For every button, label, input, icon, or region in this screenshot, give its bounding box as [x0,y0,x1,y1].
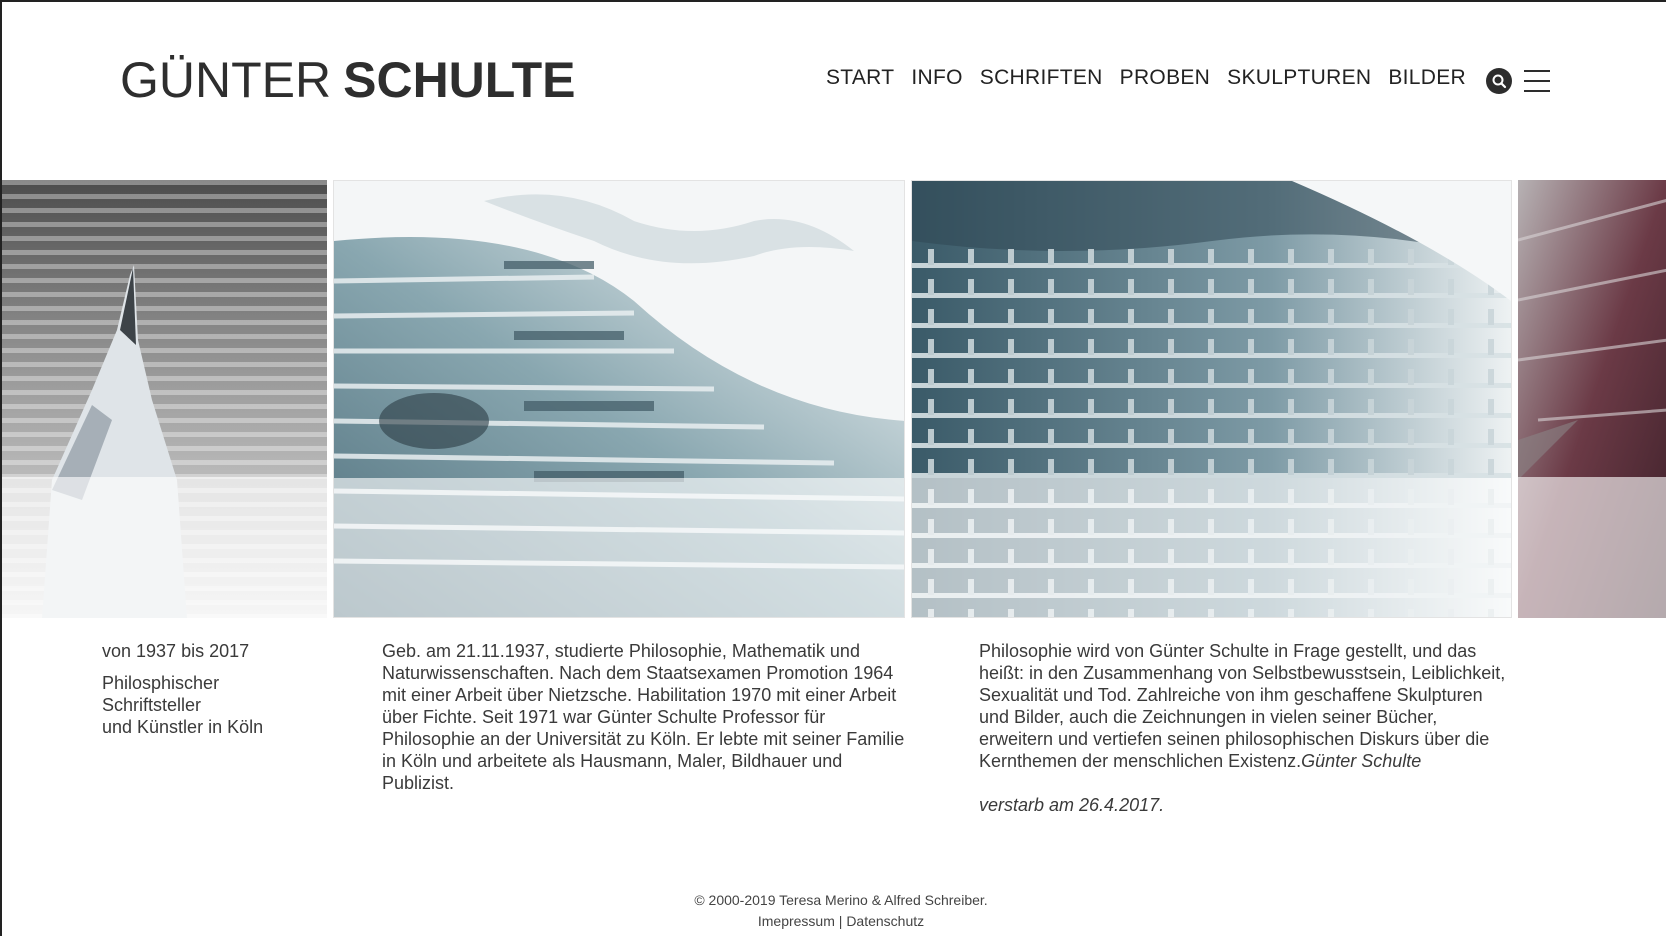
biography-text: Geb. am 21.11.1937, studierte Philosophie, Mathematik und Naturwissenschaften. Nach dem Staatsexamen Promotion 1964 mit einer Arbeit über Nietzsche. Habilitation 1970 mit einer Arbeit über Fichte. Seit 1971 war Günter Schulte Professor für Philosophie an der Universität zu Köln. Er lebte mit seiner Familie in Köln und arbeitete als Hausmann, Maler, Bildhauer und Publizist. [382,641,905,793]
page-frame-top [0,0,1666,2]
death-note: verstarb am 26.4.2017. [979,795,1165,815]
nav-info[interactable]: INFO [911,66,963,89]
role-line-2: Schriftsteller [102,695,202,715]
philosophy-paragraph [979,640,1509,772]
site-logo[interactable] [120,50,576,110]
philosophy-column [979,640,1509,816]
gallery-image-steps[interactable] [333,180,905,618]
philosophy-text: Philosophie wird von Günter Schulte in Frage gestellt, und das heißt: in den Zusammenhang von Selbstbewusstsein, Leiblichkeit, Sexualität und Tod. Zahlreiche von ihm geschaffene Skulpturen und Bilder, auch die Zeichnungen in vielen seiner Bücher, erweitern und vertiefen seinen philosophischen Diskurs über die Kernthemen der menschlichen Existenz. [979,641,1506,771]
role-line-3: und Künstler in Köln [102,717,264,737]
biography-column [382,640,912,794]
philosophy-emphasis: Günter Schulte [1301,751,1422,771]
nav-start[interactable]: START [826,66,895,89]
nav-bilder[interactable]: BILDER [1388,66,1467,89]
image-gallery [0,180,1666,618]
logo-last-name: SCHULTE [343,52,576,108]
nav-proben[interactable]: PROBEN [1119,66,1211,89]
role-line-1: Philosphischer [102,673,220,693]
impressum-link[interactable]: Imepressum [757,913,835,929]
datenschutz-link[interactable]: Datenschutz [846,913,925,929]
logo-first-name: GÜNTER [120,52,332,108]
gallery-image-red-abstract[interactable] [1518,180,1666,618]
intro-column [102,640,352,738]
footer-links [0,911,1666,932]
gallery-image-sculpture-spike[interactable] [2,180,327,618]
nav-schriften[interactable]: SCHRIFTEN [979,66,1103,89]
hamburger-menu-icon[interactable] [1524,70,1550,92]
nav-skulpturen[interactable]: SKULPTUREN [1227,66,1372,89]
gallery-image-grid[interactable] [911,180,1512,618]
footer-separator: | [838,913,843,929]
main-nav [826,66,1483,90]
life-dates: von 1937 bis 2017 [102,641,250,661]
footer [0,890,1666,932]
search-icon[interactable] [1486,68,1512,94]
copyright-text: © 2000-2019 Teresa Merino & Alfred Schreiber. [694,892,988,908]
